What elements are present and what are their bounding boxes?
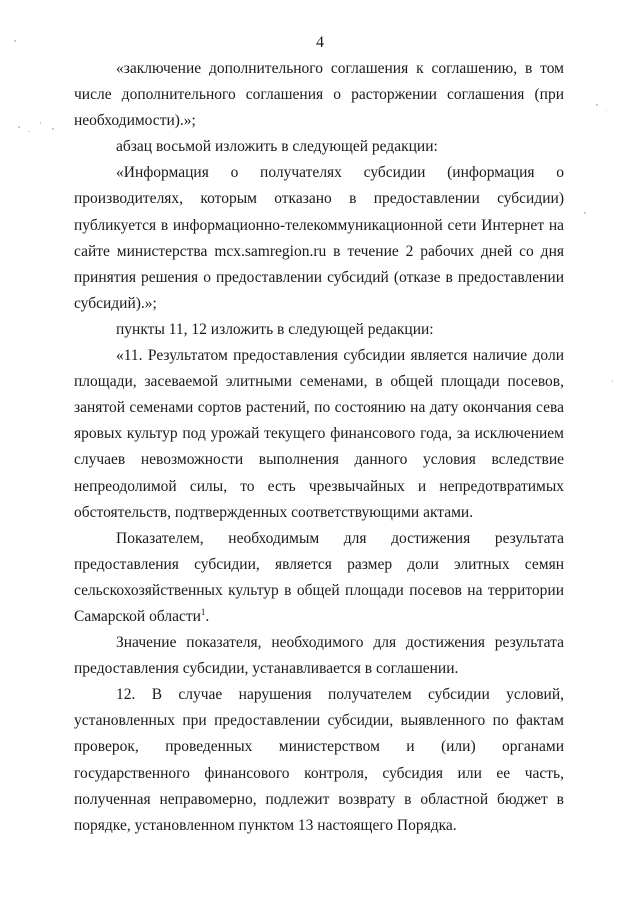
scan-speck xyxy=(612,380,613,382)
paragraph-items-11-12: пункты 11, 12 изложить в следующей редакции: xyxy=(116,320,434,338)
scan-speck xyxy=(596,104,598,106)
paragraph-indicator: Показателем, необходимым для достижения результата предоставления субсидии, является размер доли элитных семян сельскохозяйственных культур в общей площади посевов на территории Самарской области$^1$. xyxy=(74,529,564,625)
scan-speck xyxy=(40,122,41,124)
page-number: 4 xyxy=(316,34,324,51)
paragraph-abzac-eighth: абзац восьмой изложить в следующей редакции: xyxy=(116,138,438,156)
paragraph-information-publication: «Информация о получателях субсидии (информация о производителях, которым отказано в предоставлении субсидии) публикуется в информационно-телекоммуникационной сети Интернет на сайте министерства mcx.samregion.ru в течение 2 рабочих дней со дня принятия решения о предоставлении субсидий (отказе в предоставлении субсидий).»; xyxy=(74,164,564,312)
scan-speck xyxy=(28,131,30,132)
document-body xyxy=(74,56,564,839)
scan-speck xyxy=(52,128,54,130)
paragraph-item-12: 12. В случае нарушения получателем субсидии условий, установленных при предоставлении субсидии, выявленного по фактам проверок, проведенных министерством и (или) органами государственного финансового контроля, субсидия или ее часть, полученная неправомерно, подлежит возврату в областной бюджет в порядке, установленном пунктом 13 настоящего Порядка. xyxy=(74,686,564,834)
footnote-marker: 1 xyxy=(200,606,206,617)
paragraph-indicator-value: Значение показателя, необходимого для достижения результата предоставления субсидии, устанавливается в соглашении. xyxy=(74,634,564,678)
scan-speck xyxy=(584,212,586,214)
scan-speck xyxy=(606,110,607,111)
paragraph-agreement-amendment: «заключение дополнительного соглашения к соглашению, в том числе дополнительного соглашения о расторжении соглашения (при необходимости).»; xyxy=(74,60,564,130)
scan-speck xyxy=(18,126,20,128)
paragraph-item-11: «11. Результатом предоставления субсидии является наличие доли площади, засеваемой элитными семенами, в общей площади посевов, занятой семенами сортов растений, по состоянию на дату окончания сева яровых культур под урожай текущего финансового года, за исключением случаев невозможности выполнения данного условия вследствие непреодолимой силы, то есть чрезвычайных и непредотвратимых обстоятельств, подтвержденных соответствующими актами. xyxy=(74,347,564,521)
